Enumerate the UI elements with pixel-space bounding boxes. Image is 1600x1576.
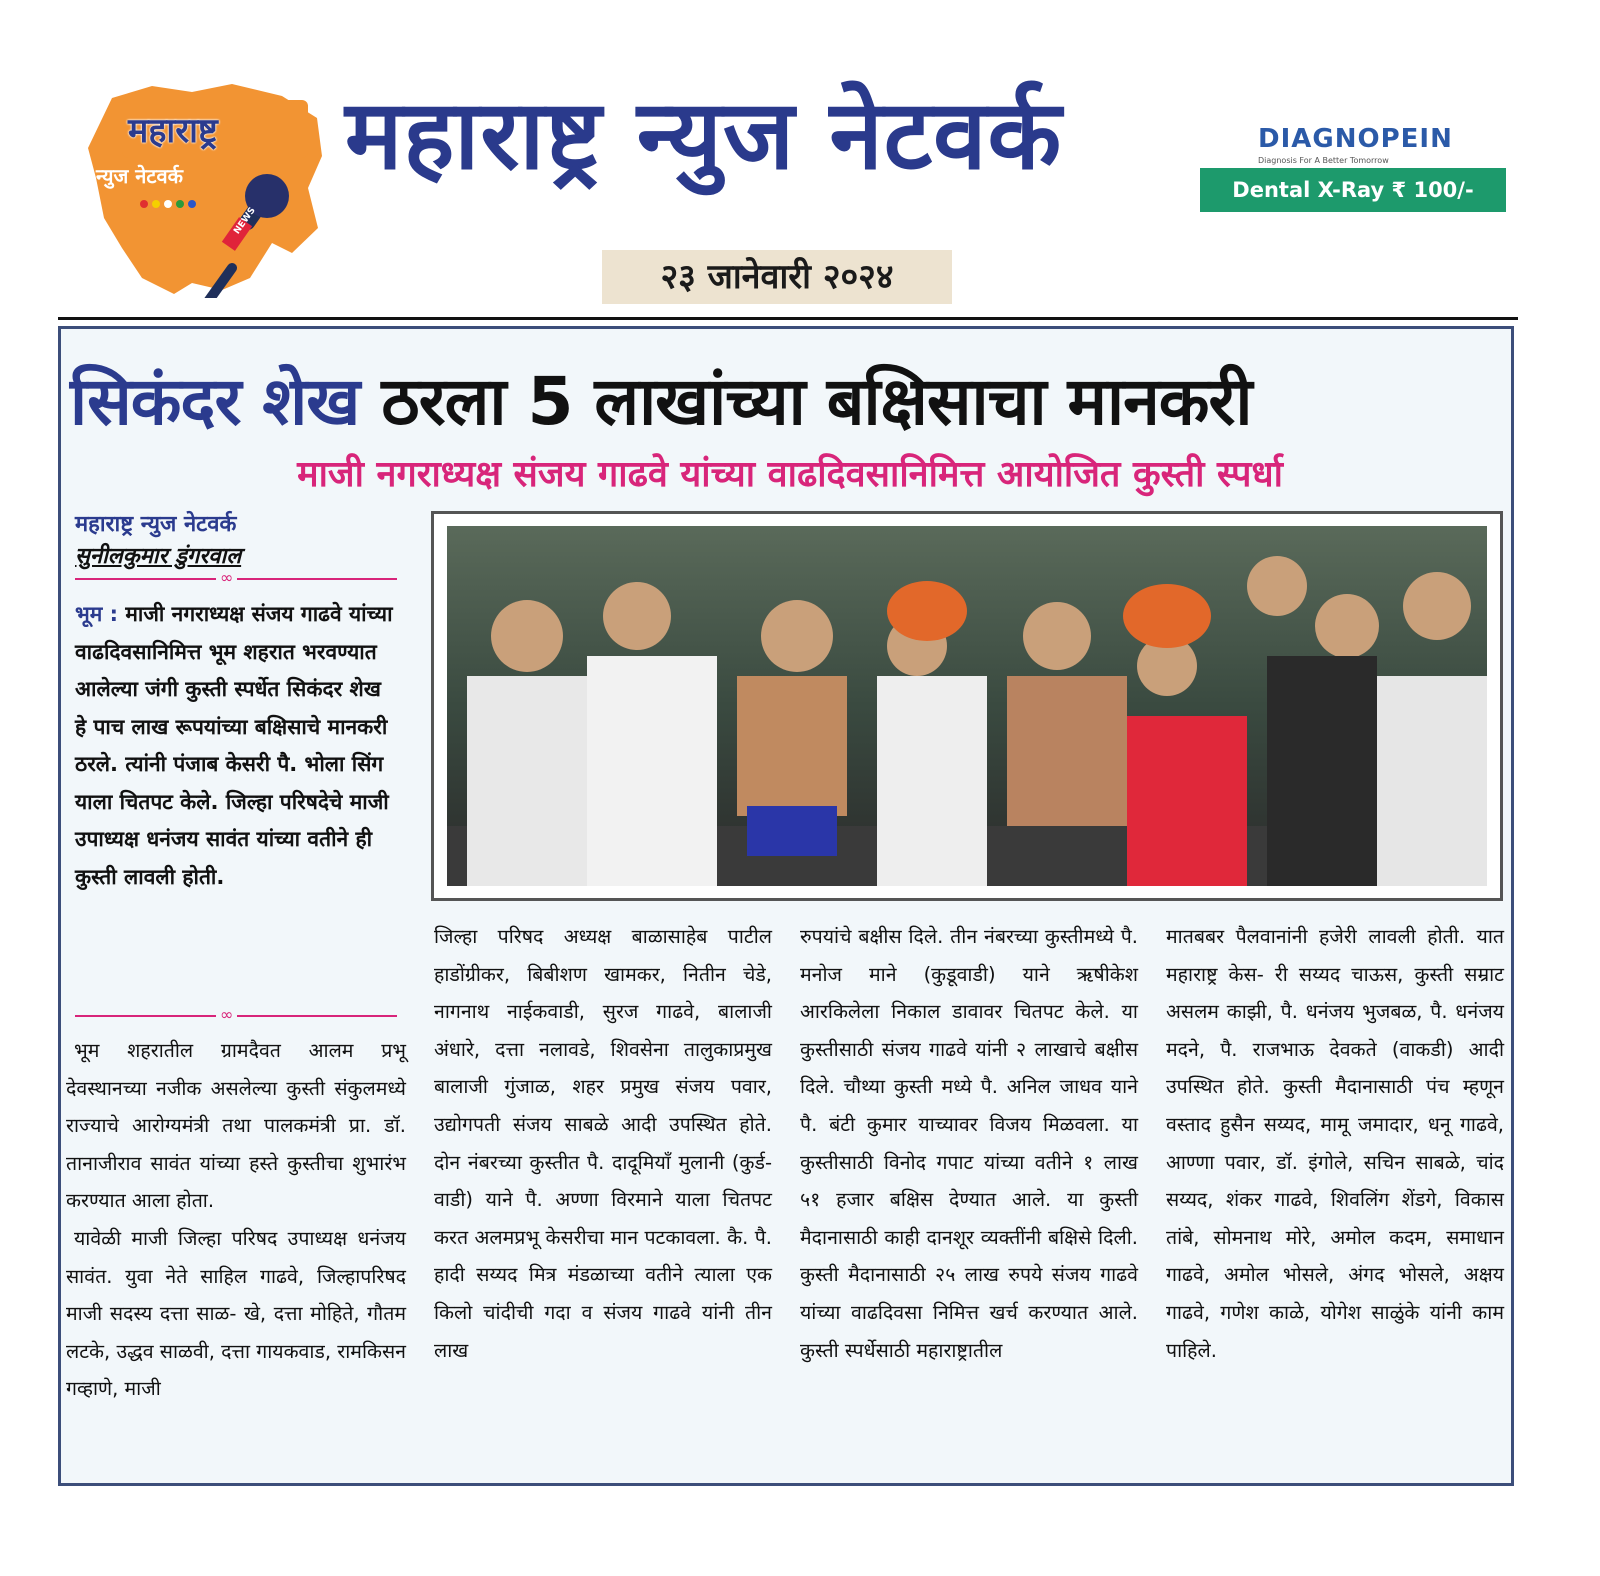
column-2-text: जिल्हा परिषद अध्यक्ष बाळासाहेब पाटील हाडोंग्रीकर, बिबीशण खामकर, नितीन चेडे, नागनाथ नाईकवाडी, सुरज गाढवे, बालाजी अंधारे, दत्ता नलावडे, शिवसेना तालुकाप्रमुख बालाजी गुंजाळ, शहर प्रमुख संजय पवार, उद्योगपती संजय साबळे आदी उपस्थित होते. दोन नंबरच्या कुस्तीत पै. दादूमियाँ मुलानी (कुर्ड- वाडी) याने पै. अण्णा विरमाने याला चितपट करत अलमप्रभू केसरीचा मान पटकावला. कै. पै. हादी सय्यद मित्र मंडळाच्या वतीने त्याला एक किलो चांदीची गदा व संजय गाढवे यांनी तीन लाख [434,925,772,1362]
crowd-photo-icon [447,526,1487,886]
column-1 [66,1032,406,1408]
headline [70,352,1510,452]
masthead-title: महाराष्ट्र न्युज नेटवर्क [345,79,1063,191]
header-rule [58,317,1518,320]
headline-name: सिकंदर शेख [70,363,360,440]
logo-text-main: महाराष्ट्र [128,111,218,151]
ad-tagline: Diagnosis For A Better Tomorrow [1258,156,1389,165]
logo [82,78,330,298]
wrestling-award-photo [447,526,1487,886]
logo-text-sub: न्युज नेटवर्क [96,164,183,188]
intro-text: माजी नगराध्यक्ष संजय गाढवे यांच्या वाढदिवसानिमित्त भूम शहरात भरवण्यात आलेल्या जंगी कुस्ती स्पर्धेत सिकंदर शेख हे पाच लाख रूपयांच्या बक्षिसाचे मानकरी ठरले. त्यांनी पंजाब केसरी पै. भोला सिंग याला चितपट केले. जिल्हा परिषदेचे माजी उपाध्यक्ष धनंजय सावंत यांच्या वतीने ही कुस्ती लावली होती. [75,602,393,889]
column-2 [434,918,772,1369]
column-3 [800,918,1138,1369]
advertisement[interactable] [1200,120,1508,214]
column-3-text: रुपयांचे बक्षीस दिले. तीन नंबरच्या कुस्तीमध्ये पै. मनोज माने (कुडूवाडी) याने ऋषीकेश आरकिलेला निकाल डावावर चितपट केले. या कुस्तीसाठी संजय गाढवे यांनी २ लाखाचे बक्षीस दिले. चौथ्या कुस्ती मध्ये पै. अनिल जाधव याने पै. बंटी कुमार याच्यावर विजय मिळवला. या कुस्तीसाठी विनोद गपाट यांच्या वतीने १ लाख ५१ हजार बक्षिस देण्यात आले. या कुस्ती मैदानासाठी काही दानशूर व्यक्तींनी बक्षिसे दिली. कुस्ती मैदानासाठी २५ लाख रुपये संजय गाढवे यांच्या वाढदिवसा निमित्त खर्च करण्यात आले. कुस्ती स्पर्धेसाठी महाराष्ट्रातील [800,925,1138,1362]
intro-paragraph [75,596,397,1006]
byline-author: सुनीलकुमार डुंगरवाल [75,544,242,569]
subheadline: माजी नगराध्यक्ष संजय गाढवे यांच्या वाढदिवसानिमित्त आयोजित कुस्ती स्पर्धा [297,454,1283,495]
divider-ornament-icon: ∞ [216,570,237,586]
column-4-text: मातबबर पैलवानांनी हजेरी लावली होती. यात महाराष्ट्र केस- री सय्यद चाऊस, कुस्ती सम्राट असलम काझी, पै. धनंजय भुजबळ, पै. धनंजय मदने, पै. राजभाऊ देवकते (वाकडी) आदी उपस्थित होते. कुस्ती मैदानासाठी पंच म्हणून वस्ताद हुसैन सय्यद, मामू जमादार, धनू गाढवे, आण्णा पवार, डॉ. इंगोले, सचिन साबळे, चांद सय्यद, शंकर गाढवे, शिवलिंग शेंडगे, विकास तांबे, सोमनाथ मोरे, अमोल कदम, समाधान गाढवे, अमोल भोसले, अंगद भोसले, अक्षय गाढवे, गणेश काळे, योगेश साळुंके यांनी काम पाहिले. [1166,925,1504,1362]
divider-ornament-icon: ∞ [216,1007,237,1023]
headline-rest: ठरला 5 लाखांच्या बक्षिसाचा मानकरी [381,363,1252,440]
ad-brand: DIAGNOPEIN [1258,124,1453,154]
byline-org: महाराष्ट्र न्युज नेटवर्क [75,512,237,537]
ad-offer: Dental X-Ray ₹ 100/- [1200,168,1506,212]
column-1-paragraph-2: यावेळी माजी जिल्हा परिषद उपाध्यक्ष धनंजय सावंत. युवा नेते साहिल गाढवे, जिल्हापरिषद माजी सदस्य दत्ता साळ- खे, दत्ता मोहिते, गौतम लटके, उद्धव साळवी, दत्ता गायकवाड, रामकिसन गव्हाणे, माजी [66,1226,406,1401]
column-1-paragraph-1: भूम शहरातील ग्रामदैवत आलम प्रभू देवस्थानच्या नजीक असलेल्या कुस्ती संकुलमध्ये राज्याचे आरोग्यमंत्री तथा पालकमंत्री प्रा. डॉ. तानाजीराव सावंत यांच्या हस्ते कुस्तीचा शुभारंभ करण्यात आला होता. [66,1039,406,1213]
mic-label: NEWS [232,205,258,237]
intro-place: भूम : [75,602,119,626]
issue-date: २३ जानेवारी २०२४ [602,250,952,304]
column-4 [1166,918,1504,1369]
